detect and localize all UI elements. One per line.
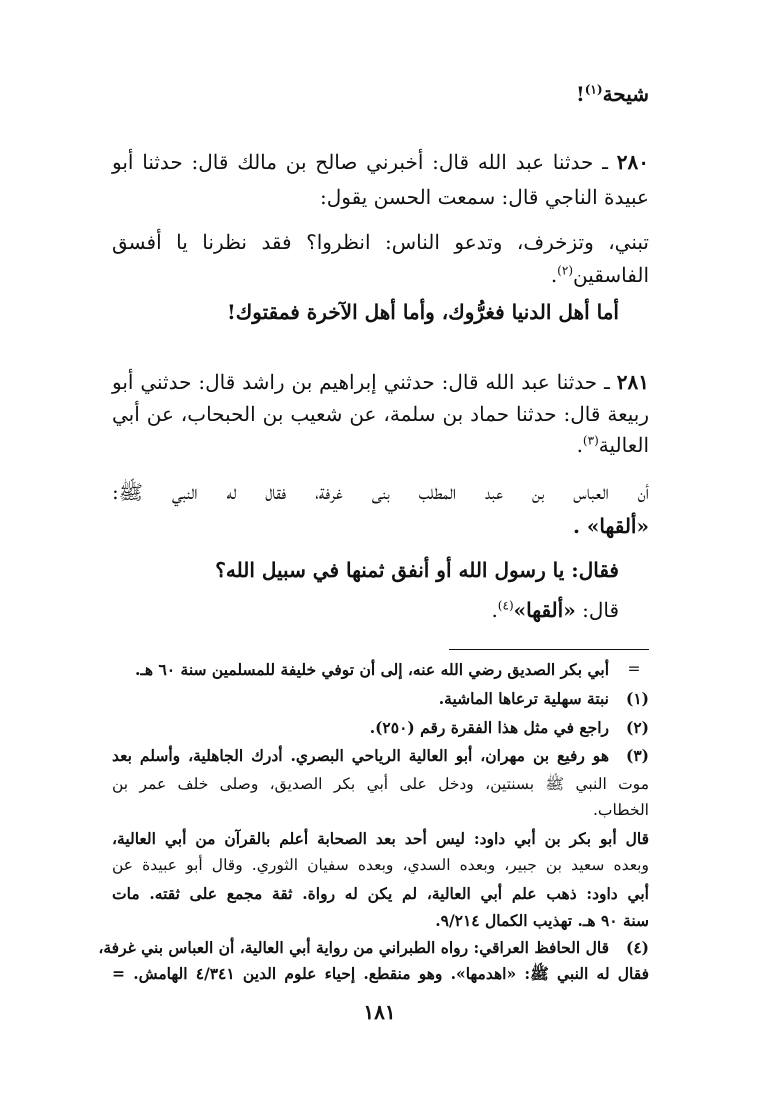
footnote-3-line-4: قال أبو بكر بن أبي داود: ليس أحد بعد الصحابة أعلم بالقرآن من أبي العالية، xyxy=(112,829,649,848)
section-281-line-3-text: العالية xyxy=(598,433,649,457)
footnote-separator xyxy=(449,649,649,650)
footnote-continued-text: أبي بكر الصديق رضي الله عنه، إلى أن توفي خليفة للمسلمين سنة ٦٠ هـ. xyxy=(134,660,609,679)
section-280-quote-1: تبني، وتزخرف، وتدعو الناس: انظروا؟ فقد نظرنا يا أفسق xyxy=(112,230,649,254)
section-280-number: ٢٨٠ xyxy=(616,150,649,174)
section-281-line-3 xyxy=(577,431,649,459)
section-280-line-1 xyxy=(112,148,649,176)
footnote-continued-mark: = xyxy=(627,660,641,678)
footnote-1-text: نبتة سهلية ترعاها الماشية. xyxy=(438,689,609,708)
footnote-4-line-2: فقال له النبي ﷺ: «اهدمها». وهو منقطع. إحياء علوم الدين ٤/٣٤١ الهامش. = xyxy=(112,964,649,983)
section-281-quote-2: «ألقها» . xyxy=(572,514,649,538)
footnote-2-text: راجع في مثل هذا الفقرة رقم (٢٥٠). xyxy=(369,718,609,737)
section-281-line-2: ربيعة قال: حدثنا حماد بن سلمة، عن شعيب بن الحبحاب، عن أبي xyxy=(112,402,649,426)
section-281-quote-1: أن العباس بن عبد المطلب بنى غرفة، فقال له النبي ﷺ: xyxy=(112,480,649,504)
footnote-ref-1: (١) xyxy=(584,82,603,97)
footnote-3-line-7: سنة ٩٠ هـ. تهذيب الكمال ٩/٢١٤. xyxy=(435,911,649,930)
section-280-quote-3: أما أهل الدنيا فغرُّوك، وأما أهل الآخرة فمقتوك! xyxy=(226,300,619,324)
footnote-1-mark: (١) xyxy=(625,689,649,708)
section-280-quote-2 xyxy=(551,261,649,289)
continuation-punct: ! xyxy=(575,82,585,106)
footnote-3-line-6: أبي داود: ذهب علم أبي العالية، لم يكن له رواة. ثقة مجمع على ثقته. مات xyxy=(112,884,649,903)
footnote-3-line-2: موت النبي ﷺ بسنتين، ودخل على أبي بكر الصديق، وصلى خلف عمر بن xyxy=(112,775,649,793)
section-281-text-1: ـ حدثنا عبد الله قال: حدثني إبراهيم بن راشد قال: حدثني أبو xyxy=(112,370,617,394)
section-281-line-1 xyxy=(112,368,649,396)
footnote-2-mark: (٢) xyxy=(625,718,649,737)
footnote-3-line-1: هو رفيع بن مهران، أبو العالية الرياحي البصري. أدرك الجاهلية، وأسلم بعد xyxy=(112,746,609,765)
section-280-line-2: عبيدة الناجي قال: سمعت الحسن يقول: xyxy=(319,185,649,209)
continuation-word: شيحة xyxy=(602,82,649,106)
footnote-4-line-1: قال الحافظ العراقي: رواه الطبراني من رواية أبي العالية، أن العباس بني غرفة، xyxy=(98,938,609,957)
footnote-ref-3: (٣) xyxy=(582,433,599,448)
section-281-quote-3: فقال: يا رسول الله أو أنفق ثمنها في سبيل الله؟ xyxy=(215,558,619,582)
section-281-line-3-punct: . xyxy=(576,433,583,457)
section-281-quote-4-prefix: قال: xyxy=(575,598,619,622)
section-281-quote-4-punct: . xyxy=(491,598,498,622)
footnote-3-mark: (٣) xyxy=(625,746,649,765)
section-281-quote-4 xyxy=(491,596,619,624)
section-280-quote-2-punct: . xyxy=(550,263,558,287)
footnote-ref-2: (٢) xyxy=(557,263,573,278)
section-280-quote-2-text: الفاسقين xyxy=(573,263,649,287)
page-number: ١٨١ xyxy=(363,1000,396,1024)
footnote-ref-4: (٤) xyxy=(497,598,514,613)
footnote-3-line-5: وبعده سعيد بن جبير، وبعده السدي، وبعده سفيان الثوري. وقال أبو عبيدة عن xyxy=(112,856,649,874)
continuation-line xyxy=(576,80,649,108)
footnote-4-mark: (٤) xyxy=(625,938,649,957)
section-281-number: ٢٨١ xyxy=(616,370,649,394)
section-280-text-1: ـ حدثنا عبد الله قال: أخبرني صالح بن مالك قال: حدثنا أبو xyxy=(112,150,617,174)
footnote-3-line-3: الخطاب. xyxy=(593,801,649,819)
section-281-quote-4-bold: «ألقها» xyxy=(513,598,576,622)
